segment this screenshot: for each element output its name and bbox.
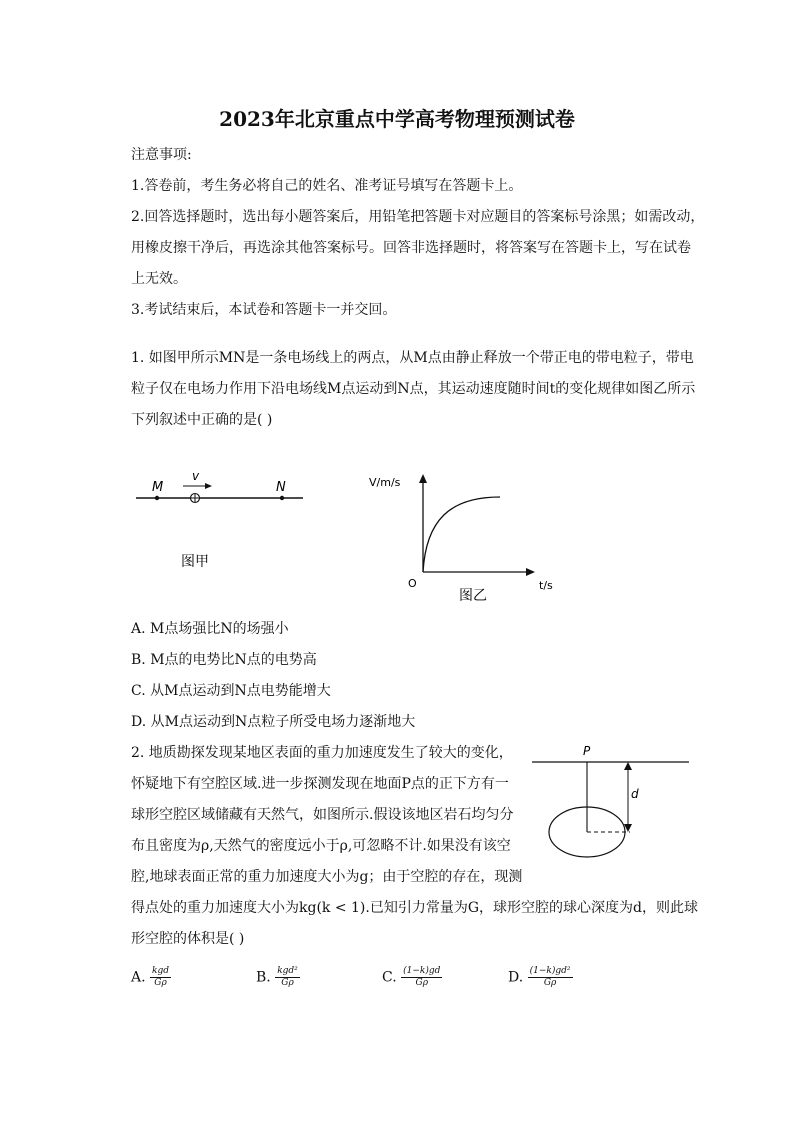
figure-yi — [360, 470, 575, 610]
fraction: $\frac{\text{kgd}}{G\rho}$ — [152, 966, 169, 988]
cavity-figure — [528, 740, 693, 865]
q1-option-b: B. M点的电势比N点的电势高 — [131, 652, 317, 668]
fraction: $\frac{\text{(1−k)gd²}}{G\rho}$ — [529, 966, 571, 988]
q2-stem-line: 得点处的重力加速度大小为kg(k < 1).已知引力常量为G，球形空腔的球心深度为d，则此球 — [131, 900, 698, 916]
q2-option-a: A. $\frac{\text{kgd}}{G\rho}$ — [131, 966, 169, 988]
q2-option-d: D. $\frac{\text{(1−k)gd²}}{G\rho}$ — [508, 966, 571, 988]
fraction: $\frac{\text{kgd²}}{G\rho}$ — [277, 966, 298, 988]
point-m — [155, 496, 159, 500]
origin-label: O — [408, 577, 417, 590]
q2-stem-line: 怀疑地下有空腔区域.进一步探测发现在地面P点的正下方有一 — [131, 776, 509, 792]
figure-caption: 图乙 — [459, 588, 487, 604]
q2-stem-line: 形空腔的体积是( ) — [131, 931, 245, 947]
fraction: $\frac{(1-k)gd}{G\rho}$ — [403, 966, 441, 988]
y-arrow-icon — [419, 474, 427, 483]
q1-option-a: A. M点场强比N的场强小 — [131, 621, 289, 637]
label-p: P — [583, 744, 591, 758]
velocity-curve — [423, 497, 500, 572]
notice-item: 1.答卷前，考生务必将自己的姓名、准考证号填写在答题卡上。 — [131, 178, 523, 194]
q2-stem-line: 布且密度为ρ,天然气的密度远小于ρ,可忽略不计.如果没有该空 — [131, 838, 511, 854]
x-arrow-icon — [526, 568, 535, 576]
q1-option-d: D. 从M点运动到N点粒子所受电场力逐渐地大 — [131, 714, 416, 730]
notice-item: 上无效。 — [131, 271, 187, 287]
point-n — [280, 496, 284, 500]
q2-option-c: C. $\frac{(1-k)gd}{G\rho}$ — [382, 966, 441, 988]
q2-stem-line: 2. 地质勘探发现某地区表面的重力加速度发生了较大的变化， — [131, 745, 513, 761]
label-n: N — [276, 480, 286, 495]
notice-item: 2.回答选择题时，选出每小题答案后，用铅笔把答题卡对应题目的答案标号涂黑；如需改动， — [131, 209, 705, 225]
q1-stem-line: 下列叙述中正确的是( ) — [131, 412, 273, 428]
q2-stem-line: 球形空腔区域储藏有天然气，如图所示.假设该地区岩石均匀分 — [131, 807, 514, 823]
page-title: 2023年北京重点中学高考物理预测试卷 — [219, 107, 575, 131]
x-axis-label: t/s — [539, 579, 553, 592]
arrow-head-icon — [205, 483, 212, 489]
notice-heading: 注意事项: — [131, 147, 192, 163]
label-m: M — [152, 480, 164, 495]
label-d: d — [631, 787, 639, 801]
q2-stem-line: 腔,地球表面正常的重力加速度大小为g；由于空腔的存在，现测 — [131, 869, 523, 885]
label-v: v — [192, 469, 200, 483]
q1-stem-line: 粒子仅在电场力作用下沿电场线M点运动到N点，其运动速度随时间t的变化规律如图乙所示 — [131, 381, 696, 397]
q1-stem-line: 1. 如图甲所示MN是一条电场线上的两点，从M点由静止释放一个带正电的带电粒子，带电 — [131, 350, 694, 366]
q1-option-c: C. 从M点运动到N点电势能增大 — [131, 683, 331, 699]
figure-jia — [128, 460, 313, 580]
arrow-up-icon — [624, 762, 632, 770]
y-axis-label: V/m/s — [369, 476, 401, 489]
notice-item: 用橡皮擦干净后，再选涂其他答案标号。回答非选择题时，将答案写在答题卡上，写在试卷 — [131, 240, 691, 256]
notice-item: 3.考试结束后，本试卷和答题卡一并交回。 — [131, 302, 397, 318]
q2-option-b: B. $\frac{\text{kgd²}}{G\rho}$ — [256, 966, 298, 988]
figure-caption: 图甲 — [181, 554, 209, 570]
